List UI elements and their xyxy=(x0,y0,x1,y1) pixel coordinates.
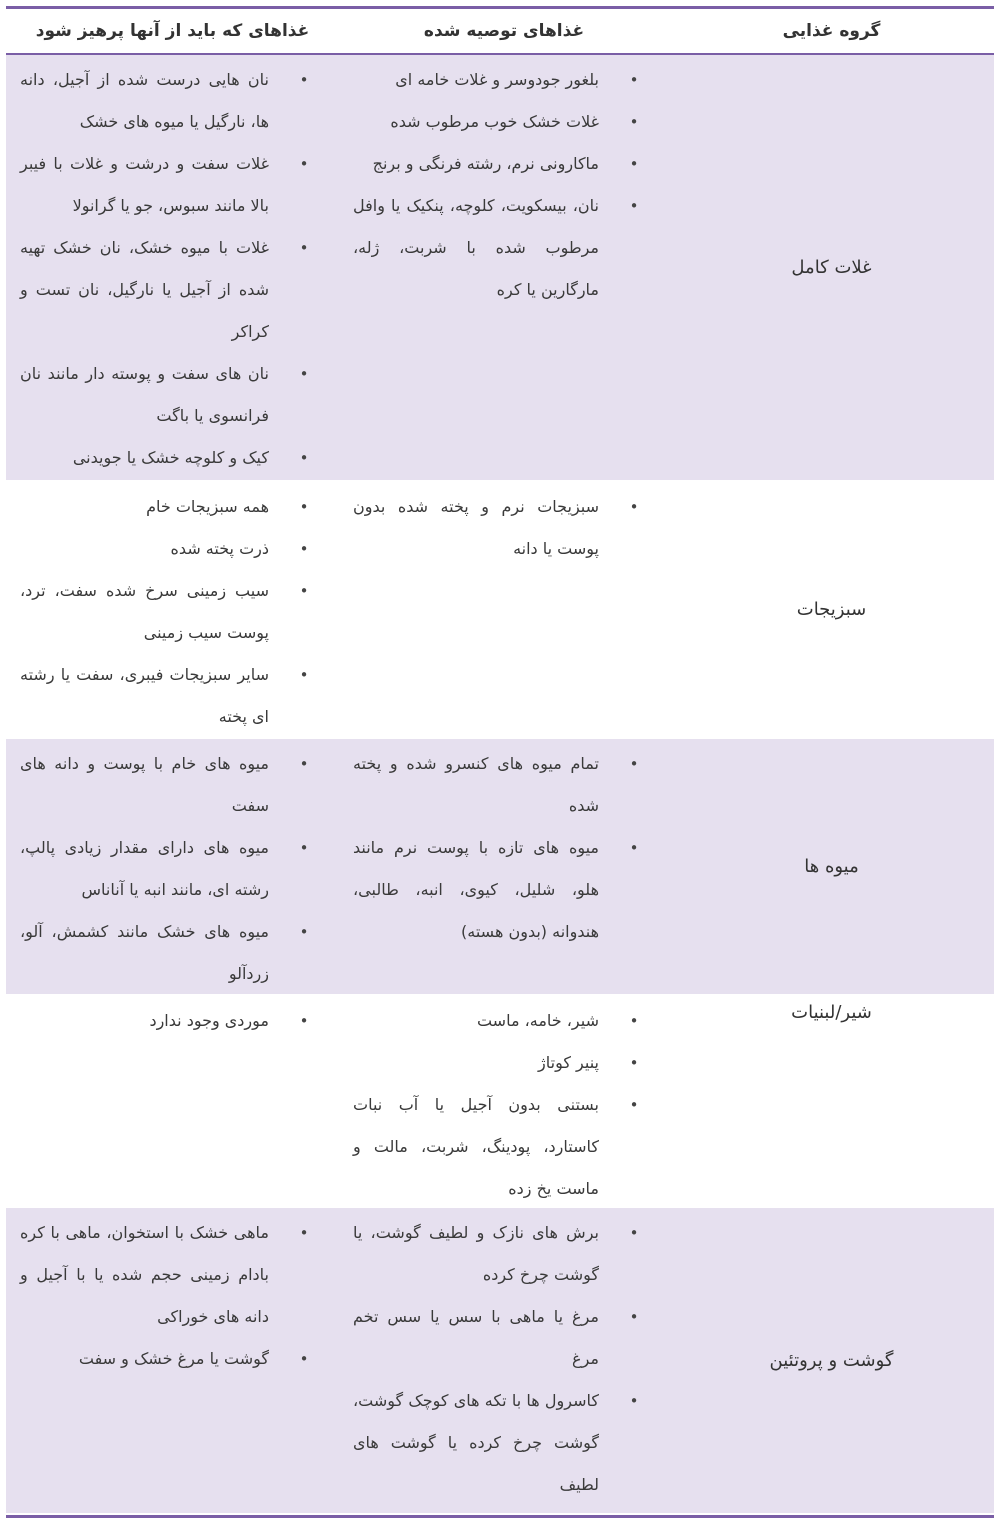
bullet-icon: • xyxy=(299,498,309,516)
bullet-icon: • xyxy=(299,755,309,773)
table-body xyxy=(6,55,994,1515)
avoid-list-cell xyxy=(6,739,339,994)
recommended-list xyxy=(339,743,669,953)
list-item xyxy=(6,1212,339,1338)
list-item-text: برش های نازک و لطیف گوشت، یا گوشت چرخ کرده xyxy=(353,1223,599,1284)
list-item-text: میوه های تازه با پوست نرم مانند هلو، شلیل، کیوی، انبه، طالبی، هندوانه (بدون هسته) xyxy=(353,838,599,941)
bullet-icon: • xyxy=(629,1054,639,1072)
recommended-list-cell xyxy=(339,739,669,994)
recommended-list-cell xyxy=(339,482,669,737)
list-item-text: ماهی خشک با استخوان، ماهی با کره بادام زمینی حجم شده یا با آجیل و دانه های خوراکی xyxy=(20,1223,269,1326)
table-row xyxy=(6,996,994,1208)
list-item xyxy=(6,437,339,479)
food-group-label: غلات کامل xyxy=(791,257,872,278)
list-item-text: غلات با میوه خشک، نان خشک تهیه شده از آجیل یا نارگیل، نان تست و کراکر xyxy=(20,238,269,341)
list-item-text: نان هایی درست شده از آجیل، دانه ها، نارگیل یا میوه های خشک xyxy=(20,70,269,131)
bullet-icon: • xyxy=(299,155,309,173)
bullet-icon: • xyxy=(299,1224,309,1242)
bullet-icon: • xyxy=(629,1012,639,1030)
list-item-text: سیب زمینی سرخ شده سفت، ترد، پوست سیب زمینی xyxy=(20,581,269,642)
list-item-text: بلغور جودوسر و غلات خامه ای xyxy=(395,70,599,89)
list-item xyxy=(6,743,339,827)
list-item xyxy=(339,1380,669,1506)
bullet-icon: • xyxy=(629,1224,639,1242)
bullet-icon: • xyxy=(629,1392,639,1410)
list-item xyxy=(6,528,339,570)
bullet-icon: • xyxy=(629,155,639,173)
table-header xyxy=(6,9,994,55)
list-item xyxy=(339,101,669,143)
food-group-label: گوشت و پروتئین xyxy=(769,1350,894,1371)
table-row xyxy=(6,55,994,482)
avoid-list-cell xyxy=(6,482,339,737)
list-item xyxy=(339,743,669,827)
list-item xyxy=(339,1212,669,1296)
avoid-list xyxy=(6,59,339,479)
list-item-text: پنیر کوتاژ xyxy=(538,1053,599,1072)
list-item-text: سایر سبزیجات فیبری، سفت یا رشته ای پخته xyxy=(20,665,269,726)
bullet-icon: • xyxy=(299,540,309,558)
table-row xyxy=(6,1208,994,1515)
avoid-list xyxy=(6,743,339,995)
recommended-list xyxy=(339,486,669,570)
avoid-list-cell xyxy=(6,996,339,1206)
bullet-icon: • xyxy=(299,1350,309,1368)
list-item xyxy=(6,486,339,528)
bullet-icon: • xyxy=(629,498,639,516)
list-item-text: نان، بیسکویت، کلوچه، پنکیک یا وافل مرطوب شده با شربت، ژله، مارگارین یا کره xyxy=(353,196,599,299)
bullet-icon: • xyxy=(629,197,639,215)
bullet-icon: • xyxy=(629,755,639,773)
recommended-list xyxy=(339,59,669,311)
list-item xyxy=(339,185,669,311)
list-item-text: میوه های خام با پوست و دانه های سفت xyxy=(20,754,269,815)
header-recommended: غذاهای توصیه شده xyxy=(423,21,585,41)
avoid-list-cell xyxy=(6,1208,339,1513)
list-item xyxy=(6,227,339,353)
recommended-list-cell xyxy=(339,996,669,1206)
list-item xyxy=(339,1296,669,1380)
table-row xyxy=(6,482,994,739)
list-item xyxy=(6,1000,339,1042)
list-item-text: گوشت یا مرغ خشک و سفت xyxy=(78,1349,269,1368)
bullet-icon: • xyxy=(299,449,309,467)
list-item-text: تمام میوه های کنسرو شده و پخته شده xyxy=(353,754,599,815)
bullet-icon: • xyxy=(299,365,309,383)
list-item xyxy=(339,486,669,570)
list-item-text: غلات خشک خوب مرطوب شده xyxy=(390,112,599,131)
list-item-text: غلات سفت و درشت و غلات با فیبر بالا مانند سبوس، جو یا گرانولا xyxy=(20,154,269,215)
bullet-icon: • xyxy=(299,239,309,257)
header-food-group: گروه غذایی xyxy=(782,21,881,41)
bullet-icon: • xyxy=(629,1096,639,1114)
list-item xyxy=(6,143,339,227)
bullet-icon: • xyxy=(299,582,309,600)
avoid-list-cell xyxy=(6,55,339,480)
recommended-list-cell xyxy=(339,1208,669,1513)
list-item xyxy=(6,570,339,654)
bullet-icon: • xyxy=(299,923,309,941)
list-item xyxy=(6,827,339,911)
food-group-label: شیر/لبنیات xyxy=(791,1002,872,1023)
list-item xyxy=(339,827,669,953)
food-group-label: سبزیجات xyxy=(796,599,867,620)
list-item-text: کاسرول ها با تکه های کوچک گوشت، گوشت چرخ کرده یا گوشت های لطیف xyxy=(353,1391,599,1494)
list-item-text: نان های سفت و پوسته دار مانند نان فرانسوی یا باگت xyxy=(20,364,269,425)
recommended-list-cell xyxy=(339,55,669,480)
bullet-icon: • xyxy=(629,839,639,857)
list-item xyxy=(6,654,339,738)
list-item xyxy=(339,1084,669,1210)
bullet-icon: • xyxy=(299,839,309,857)
list-item-text: شیر، خامه، ماست xyxy=(476,1011,599,1030)
list-item xyxy=(339,1000,669,1042)
bullet-icon: • xyxy=(629,71,639,89)
table-row xyxy=(6,739,994,996)
list-item-text: میوه های دارای مقدار زیادی پالپ، رشته ای، مانند انبه یا آناناس xyxy=(20,838,269,899)
recommended-list xyxy=(339,1212,669,1506)
list-item-text: ماکارونی نرم، رشته فرنگی و برنج xyxy=(372,154,599,173)
recommended-list xyxy=(339,1000,669,1210)
food-table xyxy=(6,6,994,1518)
bullet-icon: • xyxy=(299,1012,309,1030)
bullet-icon: • xyxy=(299,71,309,89)
list-item-text: بستنی بدون آجیل یا آب نبات کاستارد، پودینگ، شربت، مالت و ماست یخ زده xyxy=(353,1095,599,1198)
list-item xyxy=(6,59,339,143)
avoid-list xyxy=(6,1000,339,1042)
list-item xyxy=(6,911,339,995)
list-item xyxy=(339,143,669,185)
list-item-text: مرغ یا ماهی با سس یا سس تخم مرغ xyxy=(353,1307,599,1368)
list-item xyxy=(6,1338,339,1380)
avoid-list xyxy=(6,1212,339,1380)
list-item-text: ذرت پخته شده xyxy=(170,539,269,558)
bullet-icon: • xyxy=(629,113,639,131)
list-item-text: موردی وجود ندارد xyxy=(149,1011,269,1030)
list-item-text: میوه های خشک مانند کشمش، آلو، زردآلو xyxy=(20,922,269,983)
list-item-text: همه سبزیجات خام xyxy=(146,497,269,516)
list-item xyxy=(6,353,339,437)
list-item-text: کیک و کلوچه خشک یا جویدنی xyxy=(72,448,269,467)
bullet-icon: • xyxy=(629,1308,639,1326)
food-group-label: میوه ها xyxy=(804,856,859,877)
avoid-list xyxy=(6,486,339,738)
list-item xyxy=(339,1042,669,1084)
list-item-text: سبزیجات نرم و پخته شده بدون پوست یا دانه xyxy=(353,497,599,558)
bullet-icon: • xyxy=(299,666,309,684)
list-item xyxy=(339,59,669,101)
header-avoid: غذاهای که باید از آنها پرهیز شود xyxy=(35,21,310,41)
